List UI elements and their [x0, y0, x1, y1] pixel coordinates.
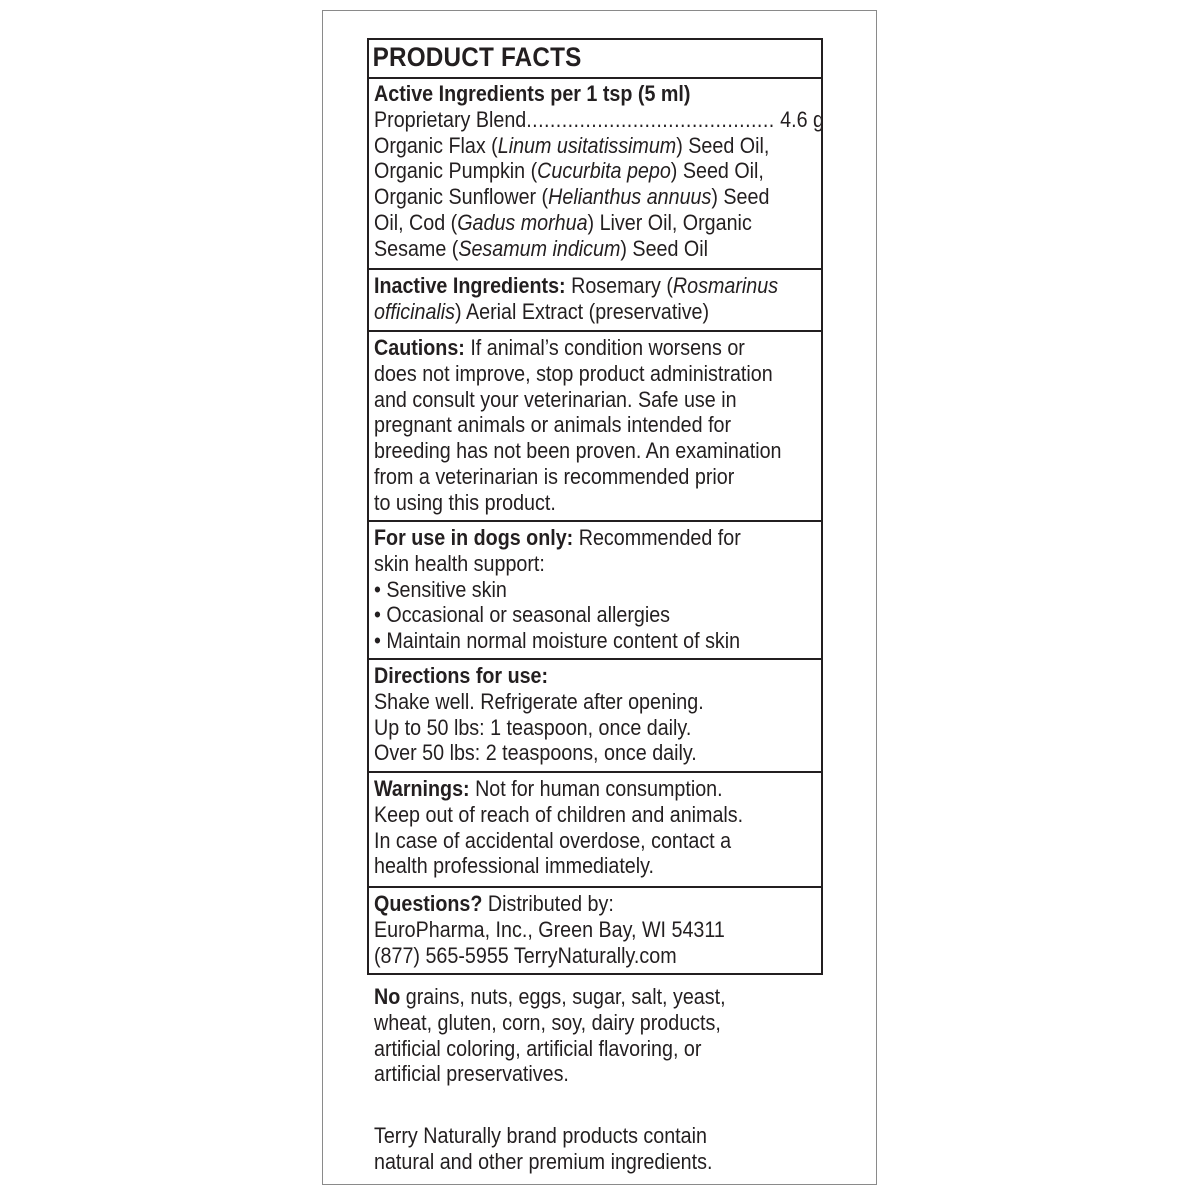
distributor-address: EuroPharma, Inc., Green Bay, WI 54311 — [374, 916, 725, 942]
label-text: Shake well. Refrigerate after opening. — [374, 688, 704, 714]
active-ingredients-heading: Active Ingredients per 1 tsp (5 ml) — [374, 81, 691, 106]
label-text: Rosemary ( — [565, 273, 673, 298]
bullet-item: • Sensitive skin — [374, 576, 507, 602]
label-text — [374, 335, 814, 361]
ingredient-line — [374, 236, 814, 262]
label-text: Organic Flax ( — [374, 132, 498, 158]
questions-label: Questions? — [374, 891, 483, 916]
dogs-use-section — [369, 520, 821, 659]
label-text: ) Seed — [711, 184, 770, 210]
cautions-section — [369, 330, 821, 521]
label-text: to using this product. — [374, 489, 556, 515]
bullet-item: • Maintain normal moisture content of skin — [374, 628, 741, 654]
label-text — [374, 81, 814, 107]
label-text: ) Aerial Extract (preservative) — [455, 298, 710, 324]
ingredient-line — [374, 210, 814, 236]
label-text: Sesame ( — [374, 235, 459, 261]
label-text: ) Liver Oil, Organic — [587, 209, 752, 235]
warnings-section — [369, 771, 821, 887]
label-text: officinalis — [374, 298, 456, 324]
brand-note — [374, 1123, 832, 1175]
directions-section — [369, 658, 821, 772]
cautions-label: Cautions: — [374, 335, 465, 360]
inactive-ingredients-section — [369, 268, 821, 331]
leader-dots: .......................................... — [526, 106, 775, 132]
warnings-label: Warnings: — [374, 776, 470, 801]
label-text: Terry Naturally brand products contain — [374, 1123, 707, 1148]
label-text: Sesamum indicum — [458, 235, 621, 261]
proprietary-blend-row — [374, 106, 824, 133]
ingredient-line — [374, 158, 814, 184]
blend-amount: 4.6 g — [780, 106, 824, 132]
label-text: Distributed by: — [482, 891, 614, 916]
label-text: ) Seed Oil, — [676, 132, 770, 158]
label-text — [374, 525, 814, 551]
label-text — [374, 273, 814, 299]
label-text — [374, 776, 814, 802]
label-text — [374, 984, 832, 1010]
label-text: Up to 50 lbs: 1 teaspoon, once daily. — [374, 714, 692, 740]
label-text: Organic Pumpkin ( — [374, 158, 538, 184]
label-text: artificial coloring, artificial flavoring, or — [374, 1035, 702, 1061]
bullet-item: • Occasional or seasonal allergies — [374, 602, 671, 628]
label-text: Proprietary Blend — [374, 106, 527, 132]
label-text: Not for human consumption. — [469, 776, 723, 801]
label-text: skin health support: — [374, 550, 545, 576]
label-text: Organic Sunflower ( — [374, 184, 549, 210]
label-text: wheat, gluten, corn, soy, dairy products, — [374, 1009, 721, 1035]
label-text: Recommended for — [573, 525, 741, 550]
label-text: In case of accidental overdose, contact a — [374, 827, 732, 853]
label-text — [374, 299, 814, 325]
label-text: Linum usitatissimum — [497, 132, 677, 158]
label-text: ) Seed Oil — [620, 235, 709, 261]
ingredient-line — [374, 184, 814, 210]
label-text: grains, nuts, eggs, sugar, salt, yeast, — [400, 984, 726, 1009]
label-text: Over 50 lbs: 2 teaspoons, once daily. — [374, 740, 697, 766]
facts-title: PRODUCT FACTS — [372, 42, 582, 72]
label-text: pregnant animals or animals intended for — [374, 412, 732, 438]
product-facts-panel — [367, 38, 823, 975]
dogs-use-label: For use in dogs only: — [374, 525, 574, 550]
label-text: Cucurbita pepo — [537, 158, 671, 184]
label-text: breeding has not been proven. An examination — [374, 438, 782, 464]
free-from-statement — [374, 984, 832, 1087]
label-text: and consult your veterinarian. Safe use in — [374, 386, 737, 412]
label-text: ) Seed Oil, — [670, 158, 764, 184]
facts-header — [369, 40, 821, 77]
inactive-ingredients-label: Inactive Ingredients: — [374, 273, 566, 298]
label-text: Keep out of reach of children and animals. — [374, 801, 744, 827]
label-text — [374, 663, 814, 689]
ingredient-line — [374, 133, 814, 159]
questions-section — [369, 886, 821, 975]
label-text: No — [374, 984, 401, 1009]
label-text: Gadus morhua — [457, 209, 588, 235]
directions-label: Directions for use: — [374, 663, 549, 688]
label-text: natural and other premium ingredients. — [374, 1148, 713, 1174]
label-text — [374, 891, 814, 917]
contact-info: (877) 565-5955 TerryNaturally.com — [374, 942, 677, 968]
label-text: health professional immediately. — [374, 853, 655, 879]
label-text: from a veterinarian is recommended prior — [374, 463, 735, 489]
label-text: If animal’s condition worsens or — [464, 335, 745, 360]
label-text: Oil, Cod ( — [374, 209, 458, 235]
label-text: Rosmarinus — [672, 273, 779, 298]
label-text: Helianthus annuus — [548, 184, 712, 210]
label-text: artificial preservatives. — [374, 1061, 569, 1087]
label-text: does not improve, stop product administration — [374, 360, 773, 386]
